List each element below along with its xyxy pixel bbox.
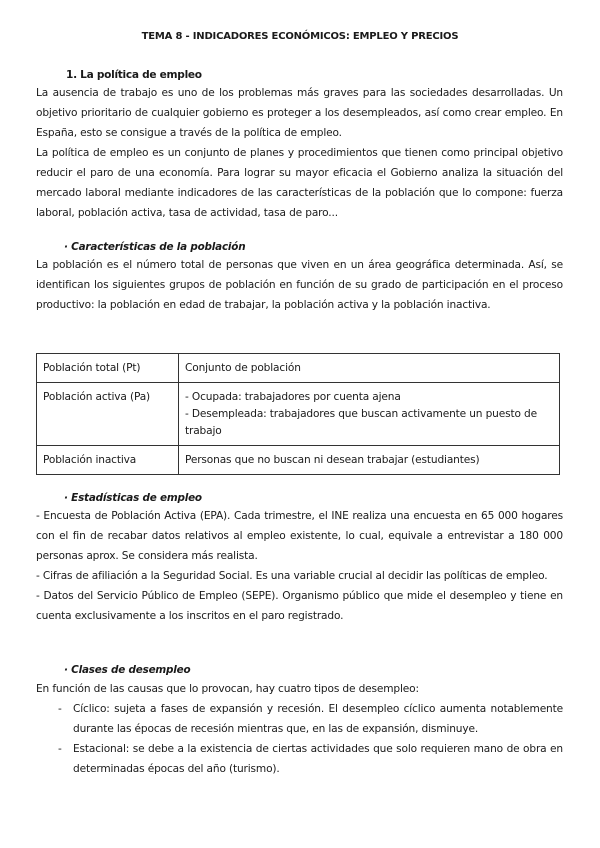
dash-bullet-icon: - bbox=[58, 703, 62, 715]
paragraph: La población es el número total de personas que viven en un área geográfica determinada. Así, se identifican los siguientes grupos de población en función de su grado de participación en el proceso productivo: la población en edad de trabajar, la población activa y la población inactiva. bbox=[36, 259, 563, 311]
statistics-item: - Cifras de afiliación a la Seguridad Social. Es una variable crucial al decidir las políticas de empleo. bbox=[36, 570, 548, 582]
paragraph: En función de las causas que lo provocan, hay cuatro tipos de desempleo: bbox=[36, 683, 419, 695]
document-title: TEMA 8 - INDICADORES ECONÓMICOS: EMPLEO Y PRECIOS bbox=[141, 31, 459, 42]
list-item bbox=[36, 699, 563, 739]
estadisticas-block bbox=[36, 506, 563, 626]
statistics-item: - Datos del Servicio Público de Empleo (SEPE). Organismo público que mide el desempleo y tiene en cuenta exclusivamente a los inscritos en el paro registrado. bbox=[36, 590, 563, 622]
paragraph: La ausencia de trabajo es uno de los problemas más graves para las sociedades desarrolladas. Un objetivo prioritario de cualquier gobierno es proteger a los desempleados, así como crear empleo. En España, esto se consigue a través de la política de empleo. bbox=[36, 87, 563, 139]
subheading-estadisticas-empleo: · Estadísticas de empleo bbox=[64, 492, 202, 504]
definition-line: Conjunto de población bbox=[185, 362, 301, 374]
table-row bbox=[37, 354, 560, 383]
table-cell-definition bbox=[179, 446, 560, 475]
definition-line: - Ocupada: trabajadores por cuenta ajena bbox=[185, 391, 401, 403]
dash-bullet-icon: - bbox=[58, 743, 62, 755]
section-heading-politica-empleo: 1. La política de empleo bbox=[66, 69, 202, 81]
poblacion-paragraph-block bbox=[36, 255, 563, 315]
list-item-text: Estacional: se debe a la existencia de ciertas actividades que solo requieren mano de obra en determinadas épocas del año (turismo). bbox=[73, 743, 563, 775]
table-cell-term: Población inactiva bbox=[37, 446, 179, 475]
table-row bbox=[37, 446, 560, 475]
list-item-text: Cíclico: sujeta a fases de expansión y recesión. El desempleo cíclico aumenta notablemente durante las épocas de recesión mientras que, en las de expansión, disminuye. bbox=[73, 703, 563, 735]
table-cell-definition bbox=[179, 354, 560, 383]
subheading-caracteristicas-poblacion: · Características de la población bbox=[64, 241, 246, 253]
population-table bbox=[36, 353, 560, 475]
table-cell-term: Población activa (Pa) bbox=[37, 383, 179, 446]
definition-line: Personas que no buscan ni desean trabajar (estudiantes) bbox=[185, 454, 480, 466]
unemployment-types-list bbox=[36, 699, 563, 779]
statistics-item: - Encuesta de Población Activa (EPA). Cada trimestre, el INE realiza una encuesta en 65 000 hogares con el fin de recabar datos relativos al empleo existente, lo cual, equivale a entrevistar a 180 000 personas aprox. Se considera más realista. bbox=[36, 510, 563, 562]
list-item bbox=[36, 739, 563, 779]
table-row bbox=[37, 383, 560, 446]
definition-line: - Desempleada: trabajadores que buscan activamente un puesto de trabajo bbox=[185, 408, 537, 437]
paragraph: La política de empleo es un conjunto de planes y procedimientos que tienen como principal objetivo reducir el paro de una economía. Para lograr su mayor eficacia el Gobierno analiza la situación del mercado laboral mediante indicadores de las características de la población que lo compone: fuerza laboral, población activa, tasa de actividad, tasa de paro... bbox=[36, 147, 563, 219]
table-cell-definition bbox=[179, 383, 560, 446]
subheading-clases-desempleo: · Clases de desempleo bbox=[64, 664, 191, 676]
clases-block bbox=[36, 679, 563, 779]
table-cell-term: Población total (Pt) bbox=[37, 354, 179, 383]
section-politica-empleo-body bbox=[36, 83, 563, 223]
